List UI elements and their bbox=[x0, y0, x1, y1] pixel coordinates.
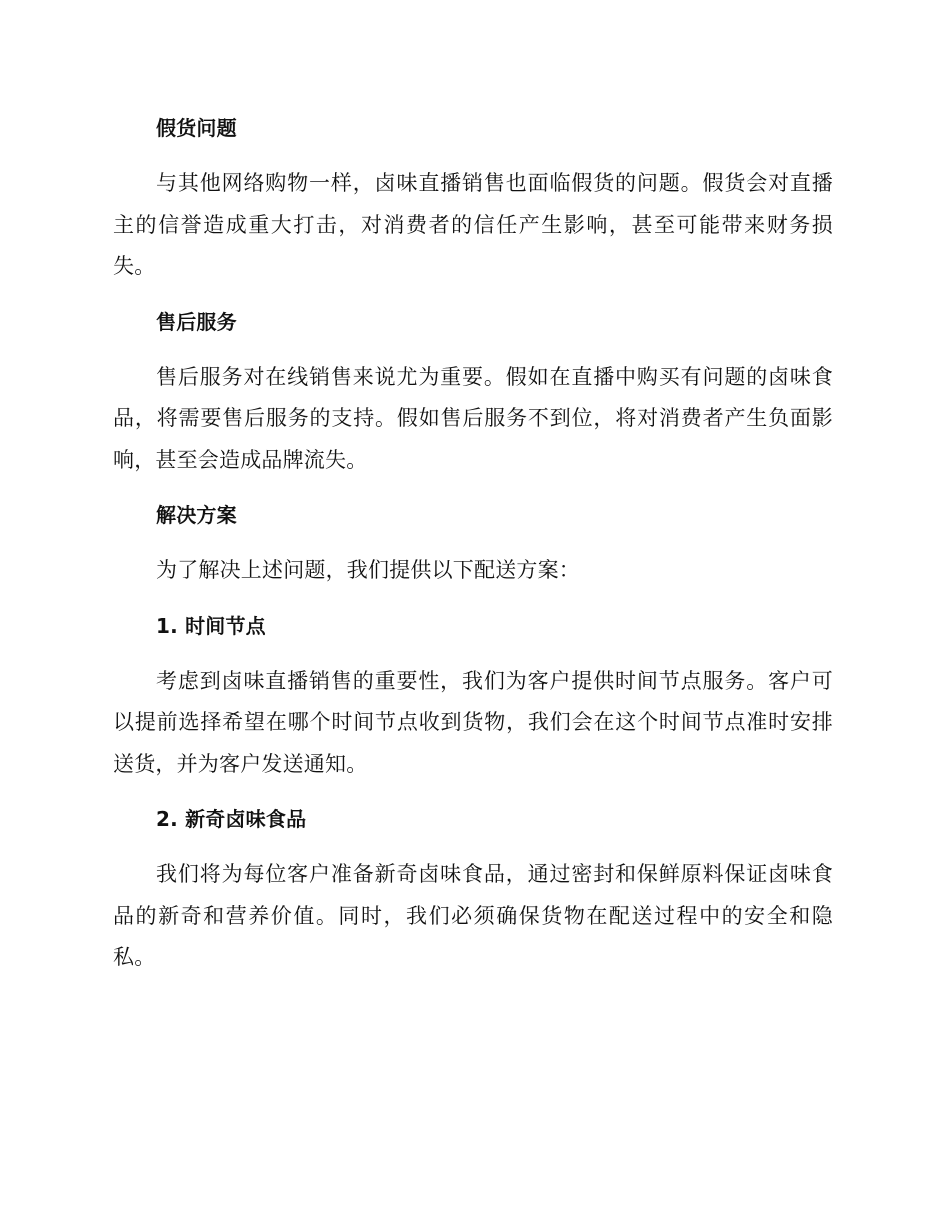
section-body-after-sales: 售后服务对在线销售来说尤为重要。假如在直播中购买有问题的卤味食品，将需要售后服务的支持。假如售后服务不到位，将对消费者产生负面影响，甚至会造成品牌流失。 bbox=[113, 364, 833, 472]
section-body-time-node: 考虑到卤味直播销售的重要性，我们为客户提供时间节点服务。客户可以提前选择希望在哪个时间节点收到货物，我们会在这个时间节点准时安排送货，并为客户发送通知。 bbox=[113, 668, 833, 776]
section-heading-counterfeit: 假货问题 bbox=[156, 116, 237, 140]
section-heading-time-node: 1. 时间节点 bbox=[156, 613, 266, 638]
section-heading-solution: 解决方案 bbox=[156, 503, 237, 527]
section-body-solution: 为了解决上述问题，我们提供以下配送方案： bbox=[156, 558, 580, 582]
section-body-novel-food: 我们将为每位客户准备新奇卤味食品，通过密封和保鲜原料保证卤味食品的新奇和营养价值。同时，我们必须确保货物在配送过程中的安全和隐私。 bbox=[113, 862, 833, 969]
section-heading-after-sales: 售后服务 bbox=[156, 309, 237, 334]
document-content bbox=[113, 108, 833, 979]
section-heading-novel-food: 2. 新奇卤味食品 bbox=[156, 807, 307, 831]
section-body-counterfeit: 与其他网络购物一样，卤味直播销售也面临假货的问题。假货会对直播主的信誉造成重大打击，对消费者的信任产生影响，甚至可能带来财务损失。 bbox=[113, 171, 833, 278]
